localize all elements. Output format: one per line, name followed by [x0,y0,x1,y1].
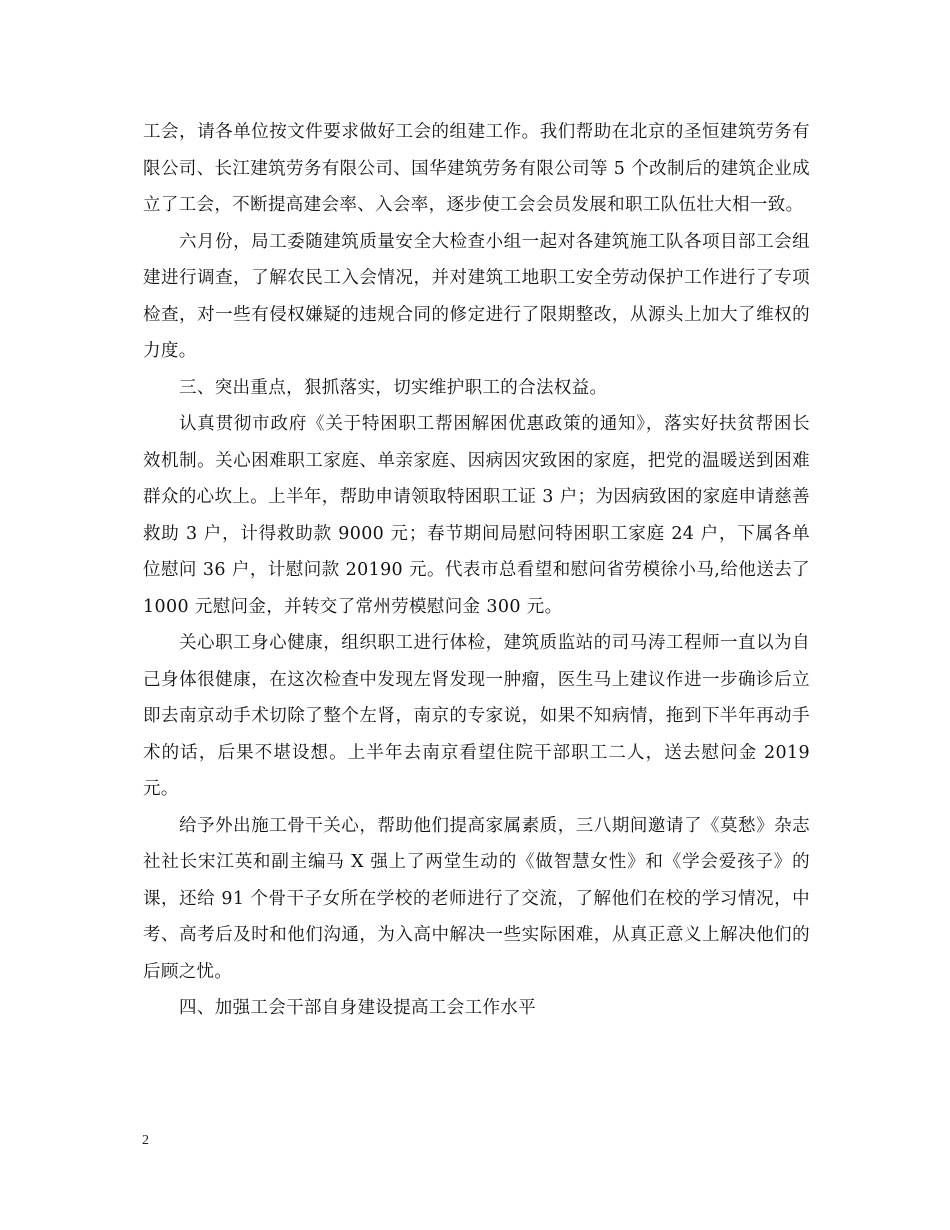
page-number: 2 [142,1133,149,1148]
document-body [143,114,810,1027]
paragraph-2: 六月份，局工委随建筑质量安全大检查小组一起对各建筑施工队各项目部工会组建进行调查，了解农民工入会情况，并对建筑工地职工安全劳动保护工作进行了专项检查，对一些有侵权嫌疑的违规合同的修定进行了限期整改，从源头上加大了维权的力度。 [143,231,810,361]
paragraph-6: 给予外出施工骨干关心，帮助他们提高家属素质，三八期间邀请了《莫愁》杂志社社长宋江英和副主编马 X 强上了两堂生动的《做智慧女性》和《学会爱孩子》的课，还给 91 个骨干子女所在学校的老师进行了交流，了解他们在校的学习情况，中考、高考后及时和他们沟通，为入高中解决一些实际困难，从真正意义上解决他们的后顾之忧。 [143,815,810,982]
section-heading-4: 四、加强工会干部自身建设提高工会工作水平 [179,998,536,1018]
paragraph-5: 关心职工身心健康，组织职工进行体检，建筑质监站的司马涛工程师一直以为自己身体很健康，在这次检查中发现左肾发现一肿瘤，医生马上建议作进一步确诊后立即去南京动手术切除了整个左肾，南京的专家说，如果不知病情，拖到下半年再动手术的话，后果不堪设想。上半年去南京看望住院干部职工二人，送去慰问金 2019 元。 [143,633,810,799]
paragraph-4: 认真贯彻市政府《关于特困职工帮困解困优惠政策的通知》，落实好扶贫帮困长效机制。关心困难职工家庭、单亲家庭、因病因灾致困的家庭，把党的温暖送到困难群众的心坎上。上半年，帮助申请领取特困职工证 3 户；为因病致困的家庭申请慈善救助 3 户，计得救助款 9000 元；春节期间局慰问特困职工家庭 24 户，下属各单位慰问 36 户，计慰问款 20190 元。代表市总看望和慰问省劳模徐小马,给他送去了 1000 元慰问金，并转交了常州劳模慰问金 300 元。 [143,414,810,617]
section-heading-3: 三、突出重点，狠抓落实，切实维护职工的合法权益。 [179,377,608,398]
paragraph-1: 工会，请各单位按文件要求做好工会的组建工作。我们帮助在北京的圣恒建筑劳务有限公司、长江建筑劳务有限公司、国华建筑劳务有限公司等 5 个改制后的建筑企业成立了工会，不断提高建会率、入会率，逐步使工会会员发展和职工队伍壮大相一致。 [143,122,810,215]
